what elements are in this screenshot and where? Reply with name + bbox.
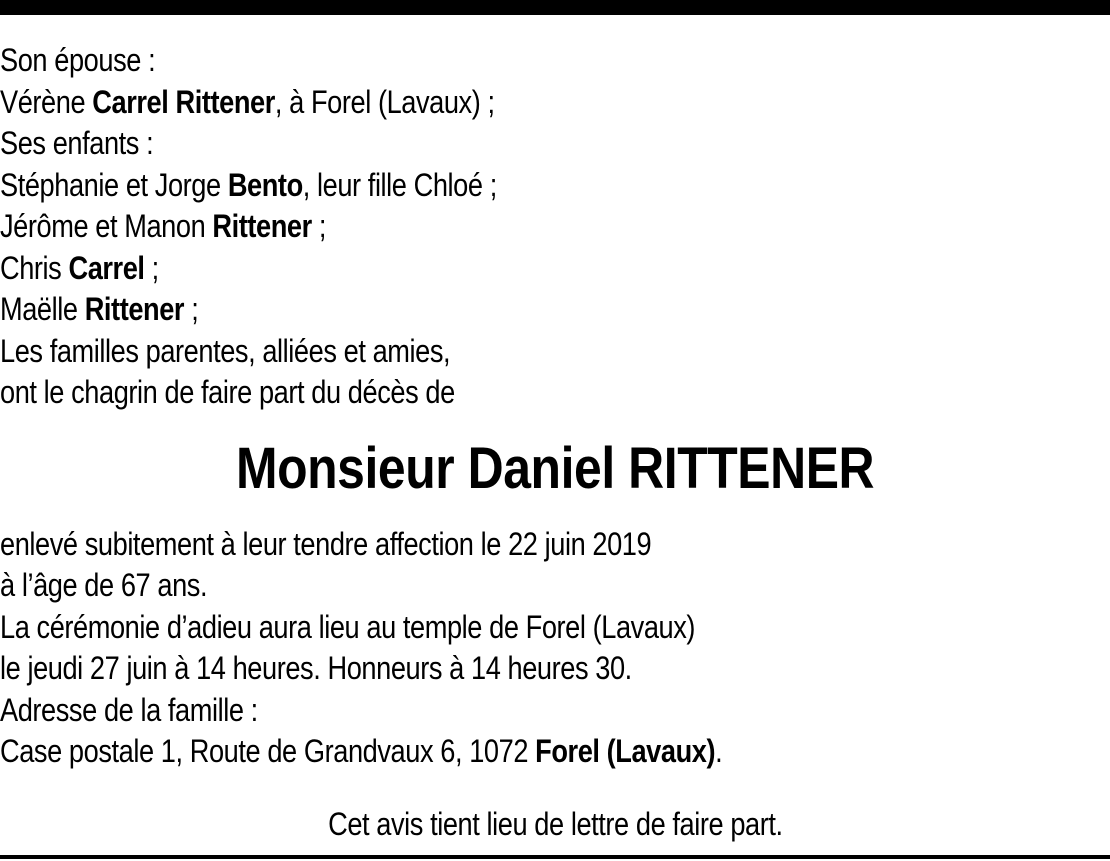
line-text: Chris — [0, 249, 69, 286]
bold-name: Rittener — [212, 208, 312, 244]
line-text: , à Forel (Lavaux) ; — [274, 83, 495, 120]
family-line — [0, 206, 944, 248]
line-text: ; — [311, 208, 327, 244]
closing-note — [0, 804, 1110, 845]
line-text: Adresse de la famille : — [0, 691, 258, 728]
detail-line — [0, 690, 944, 732]
deceased-name — [0, 414, 1110, 524]
bold-name: Carrel Rittener — [92, 83, 275, 120]
family-line — [0, 165, 944, 207]
detail-line — [0, 731, 944, 773]
line-text: Maëlle — [0, 291, 85, 327]
family-line — [0, 289, 944, 331]
line-text: le jeudi 27 juin à 14 heures. Honneurs à 14 heures 30. — [0, 650, 632, 686]
family-list — [0, 40, 1110, 414]
line-text: ; — [144, 249, 159, 286]
family-line — [0, 331, 944, 373]
bottom-border-rule — [0, 855, 1110, 859]
bold-name: Rittener — [84, 291, 185, 327]
line-text: Stéphanie et Jorge — [0, 166, 228, 203]
bold-name: Bento — [227, 166, 303, 203]
top-border-rule — [0, 0, 1110, 15]
family-line — [0, 82, 944, 124]
line-text: Son épouse : — [0, 42, 156, 78]
closing-note-text: Cet avis tient lieu de lettre de faire part. — [327, 806, 783, 842]
line-text: enlevé subitement à leur tendre affection le 22 juin 2019 — [0, 525, 652, 562]
bold-name: Carrel — [68, 249, 145, 286]
bold-name: Forel (Lavaux) — [535, 733, 716, 769]
family-line — [0, 372, 944, 414]
detail-line — [0, 565, 944, 607]
ceremony-details — [0, 524, 1110, 773]
line-text: Jérôme et Manon — [0, 208, 213, 244]
family-line — [0, 40, 944, 82]
deceased-name-text: Monsieur Daniel RITTENER — [235, 435, 875, 501]
family-line — [0, 248, 944, 290]
line-text: Les familles parentes, alliées et amies, — [0, 332, 451, 369]
family-line — [0, 123, 944, 165]
line-text: Case postale 1, Route de Grandvaux 6, 1072 — [0, 733, 536, 769]
obituary-notice — [0, 40, 1110, 773]
detail-line — [0, 524, 944, 566]
detail-line — [0, 607, 944, 649]
line-text: , leur fille Chloé ; — [302, 166, 497, 203]
line-text: . — [715, 733, 723, 769]
line-text: à l’âge de 67 ans. — [0, 567, 208, 603]
line-text: Vérène — [0, 83, 93, 120]
line-text: Ses enfants : — [0, 125, 154, 161]
detail-line — [0, 648, 944, 690]
line-text: ont le chagrin de faire part du décès de — [0, 374, 455, 410]
line-text: ; — [184, 291, 199, 327]
line-text: La cérémonie d’adieu aura lieu au temple de Forel (Lavaux) — [0, 608, 696, 645]
